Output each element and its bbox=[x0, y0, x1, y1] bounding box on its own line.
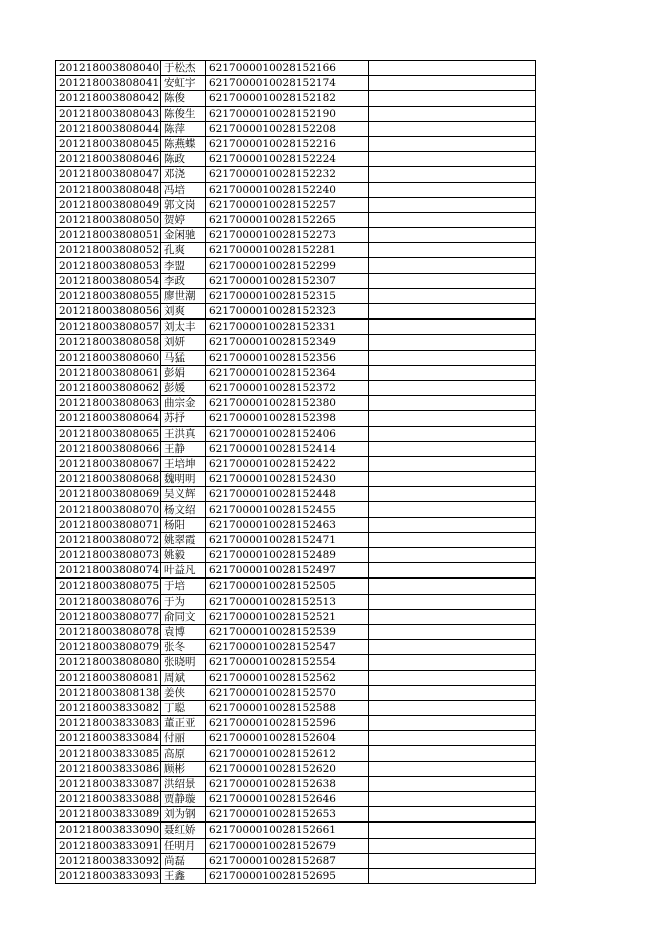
card-number-cell[interactable]: 6217000010028152695 bbox=[206, 868, 369, 883]
name-cell[interactable]: 姚毅 bbox=[161, 548, 206, 563]
name-cell[interactable]: 廖世潮 bbox=[161, 288, 206, 303]
card-number-cell[interactable]: 6217000010028152299 bbox=[206, 258, 369, 273]
table-row bbox=[56, 396, 536, 411]
name-cell[interactable]: 安虹宇 bbox=[161, 76, 206, 91]
name-cell[interactable]: 刘妍 bbox=[161, 335, 206, 350]
id-cell[interactable]: 201218003833084 bbox=[56, 731, 161, 746]
card-number-cell[interactable]: 6217000010028152216 bbox=[206, 136, 369, 151]
name-cell[interactable]: 王静 bbox=[161, 441, 206, 456]
empty-cell[interactable] bbox=[369, 578, 536, 594]
empty-cell[interactable] bbox=[369, 350, 536, 365]
table-row bbox=[56, 517, 536, 532]
table-row bbox=[56, 716, 536, 731]
table-row bbox=[56, 319, 536, 335]
id-cell[interactable]: 201218003808048 bbox=[56, 182, 161, 197]
table-row bbox=[56, 731, 536, 746]
card-number-cell[interactable]: 6217000010028152505 bbox=[206, 578, 369, 594]
table-row bbox=[56, 91, 536, 106]
table-row bbox=[56, 685, 536, 700]
name-cell[interactable]: 刘太丰 bbox=[161, 319, 206, 335]
table-row bbox=[56, 243, 536, 258]
id-cell[interactable]: 201218003833090 bbox=[56, 822, 161, 838]
id-cell[interactable]: 201218003808069 bbox=[56, 487, 161, 502]
card-number-cell[interactable]: 6217000010028152588 bbox=[206, 700, 369, 715]
empty-cell[interactable] bbox=[369, 792, 536, 807]
name-cell[interactable]: 李盟 bbox=[161, 258, 206, 273]
card-number-cell[interactable]: 6217000010028152208 bbox=[206, 121, 369, 136]
id-cell[interactable]: 201218003808068 bbox=[56, 472, 161, 487]
id-cell[interactable]: 201218003833088 bbox=[56, 792, 161, 807]
id-cell[interactable]: 201218003808056 bbox=[56, 304, 161, 320]
empty-cell[interactable] bbox=[369, 243, 536, 258]
name-cell[interactable]: 陈政 bbox=[161, 152, 206, 167]
empty-cell[interactable] bbox=[369, 548, 536, 563]
card-number-cell[interactable]: 6217000010028152257 bbox=[206, 197, 369, 212]
table-row bbox=[56, 136, 536, 151]
table-row bbox=[56, 640, 536, 655]
empty-cell[interactable] bbox=[369, 106, 536, 121]
empty-cell[interactable] bbox=[369, 380, 536, 395]
empty-cell[interactable] bbox=[369, 685, 536, 700]
empty-cell[interactable] bbox=[369, 365, 536, 380]
name-cell[interactable]: 高原 bbox=[161, 746, 206, 761]
table-row bbox=[56, 258, 536, 273]
table-body bbox=[56, 61, 536, 884]
card-number-cell[interactable]: 6217000010028152232 bbox=[206, 167, 369, 182]
card-number-cell[interactable]: 6217000010028152331 bbox=[206, 319, 369, 335]
table-row bbox=[56, 380, 536, 395]
table-row bbox=[56, 746, 536, 761]
card-number-cell[interactable]: 6217000010028152455 bbox=[206, 502, 369, 517]
empty-cell[interactable] bbox=[369, 396, 536, 411]
name-cell[interactable]: 刘为钢 bbox=[161, 807, 206, 823]
card-number-cell[interactable]: 6217000010028152471 bbox=[206, 532, 369, 547]
name-cell[interactable]: 彭娟 bbox=[161, 365, 206, 380]
empty-cell[interactable] bbox=[369, 838, 536, 853]
id-cell[interactable]: 201218003808070 bbox=[56, 502, 161, 517]
card-number-cell[interactable]: 6217000010028152323 bbox=[206, 304, 369, 320]
name-cell[interactable]: 尚磊 bbox=[161, 853, 206, 868]
name-cell[interactable]: 于培 bbox=[161, 578, 206, 594]
table-row bbox=[56, 670, 536, 685]
name-cell[interactable]: 陈俊生 bbox=[161, 106, 206, 121]
name-cell[interactable]: 洪绍景 bbox=[161, 776, 206, 791]
id-cell[interactable]: 201218003808051 bbox=[56, 228, 161, 243]
empty-cell[interactable] bbox=[369, 670, 536, 685]
id-cell[interactable]: 201218003808060 bbox=[56, 350, 161, 365]
empty-cell[interactable] bbox=[369, 182, 536, 197]
empty-cell[interactable] bbox=[369, 167, 536, 182]
empty-cell[interactable] bbox=[369, 731, 536, 746]
id-cell[interactable]: 201218003808052 bbox=[56, 243, 161, 258]
id-cell[interactable]: 201218003808077 bbox=[56, 609, 161, 624]
empty-cell[interactable] bbox=[369, 273, 536, 288]
name-cell[interactable]: 王洪真 bbox=[161, 426, 206, 441]
card-number-cell[interactable]: 6217000010028152679 bbox=[206, 838, 369, 853]
name-cell[interactable]: 马猛 bbox=[161, 350, 206, 365]
empty-cell[interactable] bbox=[369, 640, 536, 655]
empty-cell[interactable] bbox=[369, 609, 536, 624]
table-row bbox=[56, 106, 536, 121]
id-cell[interactable]: 201218003808066 bbox=[56, 441, 161, 456]
card-number-cell[interactable]: 6217000010028152240 bbox=[206, 182, 369, 197]
empty-cell[interactable] bbox=[369, 212, 536, 227]
table-row bbox=[56, 228, 536, 243]
empty-cell[interactable] bbox=[369, 319, 536, 335]
id-cell[interactable]: 201218003808062 bbox=[56, 380, 161, 395]
table-row bbox=[56, 152, 536, 167]
name-cell[interactable]: 杨阳 bbox=[161, 517, 206, 532]
table-row bbox=[56, 624, 536, 639]
name-cell[interactable]: 金闲驰 bbox=[161, 228, 206, 243]
id-cell[interactable]: 201218003808053 bbox=[56, 258, 161, 273]
id-cell[interactable]: 201218003833089 bbox=[56, 807, 161, 823]
table-row bbox=[56, 792, 536, 807]
id-cell[interactable]: 201218003808076 bbox=[56, 594, 161, 609]
empty-cell[interactable] bbox=[369, 853, 536, 868]
card-number-cell[interactable]: 6217000010028152661 bbox=[206, 822, 369, 838]
name-cell[interactable]: 顾彬 bbox=[161, 761, 206, 776]
id-cell[interactable]: 201218003808072 bbox=[56, 532, 161, 547]
table-row bbox=[56, 167, 536, 182]
empty-cell[interactable] bbox=[369, 868, 536, 883]
card-number-cell[interactable]: 6217000010028152414 bbox=[206, 441, 369, 456]
name-cell[interactable]: 于为 bbox=[161, 594, 206, 609]
name-cell[interactable]: 陈俊 bbox=[161, 91, 206, 106]
card-number-cell[interactable]: 6217000010028152166 bbox=[206, 61, 369, 76]
table-row bbox=[56, 472, 536, 487]
empty-cell[interactable] bbox=[369, 91, 536, 106]
empty-cell[interactable] bbox=[369, 288, 536, 303]
card-number-cell[interactable]: 6217000010028152265 bbox=[206, 212, 369, 227]
name-cell[interactable]: 冯培 bbox=[161, 182, 206, 197]
id-cell[interactable]: 201218003808042 bbox=[56, 91, 161, 106]
table-row bbox=[56, 456, 536, 471]
table-row bbox=[56, 365, 536, 380]
spreadsheet bbox=[55, 60, 536, 884]
id-cell[interactable]: 201218003808064 bbox=[56, 411, 161, 426]
id-cell[interactable]: 201218003833092 bbox=[56, 853, 161, 868]
table-row bbox=[56, 700, 536, 715]
card-number-cell[interactable]: 6217000010028152380 bbox=[206, 396, 369, 411]
card-number-cell[interactable]: 6217000010028152174 bbox=[206, 76, 369, 91]
name-cell[interactable]: 刘爽 bbox=[161, 304, 206, 320]
id-cell[interactable]: 201218003808063 bbox=[56, 396, 161, 411]
empty-cell[interactable] bbox=[369, 517, 536, 532]
id-cell[interactable]: 201218003808065 bbox=[56, 426, 161, 441]
empty-cell[interactable] bbox=[369, 472, 536, 487]
table-row bbox=[56, 441, 536, 456]
card-number-cell[interactable]: 6217000010028152398 bbox=[206, 411, 369, 426]
card-number-cell[interactable]: 6217000010028152596 bbox=[206, 716, 369, 731]
id-cell[interactable]: 201218003808049 bbox=[56, 197, 161, 212]
name-cell[interactable]: 叶益凡 bbox=[161, 563, 206, 579]
table-row bbox=[56, 304, 536, 320]
table-row bbox=[56, 335, 536, 350]
card-number-cell[interactable]: 6217000010028152406 bbox=[206, 426, 369, 441]
id-cell[interactable]: 201218003808079 bbox=[56, 640, 161, 655]
id-cell[interactable]: 201218003808055 bbox=[56, 288, 161, 303]
table-row bbox=[56, 426, 536, 441]
table-row bbox=[56, 350, 536, 365]
empty-cell[interactable] bbox=[369, 776, 536, 791]
id-cell[interactable]: 201218003833091 bbox=[56, 838, 161, 853]
name-cell[interactable]: 孔爽 bbox=[161, 243, 206, 258]
card-number-cell[interactable]: 6217000010028152307 bbox=[206, 273, 369, 288]
empty-cell[interactable] bbox=[369, 822, 536, 838]
card-number-cell[interactable]: 6217000010028152646 bbox=[206, 792, 369, 807]
card-number-cell[interactable]: 6217000010028152547 bbox=[206, 640, 369, 655]
id-cell[interactable]: 201218003833086 bbox=[56, 761, 161, 776]
id-cell[interactable]: 201218003808081 bbox=[56, 670, 161, 685]
card-number-cell[interactable]: 6217000010028152349 bbox=[206, 335, 369, 350]
empty-cell[interactable] bbox=[369, 807, 536, 823]
card-number-cell[interactable]: 6217000010028152281 bbox=[206, 243, 369, 258]
card-number-cell[interactable]: 6217000010028152190 bbox=[206, 106, 369, 121]
empty-cell[interactable] bbox=[369, 487, 536, 502]
empty-cell[interactable] bbox=[369, 197, 536, 212]
id-cell[interactable]: 201218003808043 bbox=[56, 106, 161, 121]
name-cell[interactable]: 曲宗金 bbox=[161, 396, 206, 411]
card-number-cell[interactable]: 6217000010028152638 bbox=[206, 776, 369, 791]
name-cell[interactable]: 丁聪 bbox=[161, 700, 206, 715]
table-row bbox=[56, 411, 536, 426]
card-number-cell[interactable]: 6217000010028152562 bbox=[206, 670, 369, 685]
name-cell[interactable]: 付丽 bbox=[161, 731, 206, 746]
id-cell[interactable]: 201218003808044 bbox=[56, 121, 161, 136]
empty-cell[interactable] bbox=[369, 563, 536, 579]
name-cell[interactable]: 袁博 bbox=[161, 624, 206, 639]
empty-cell[interactable] bbox=[369, 594, 536, 609]
id-cell[interactable]: 201218003808075 bbox=[56, 578, 161, 594]
table-row bbox=[56, 822, 536, 838]
table-row bbox=[56, 761, 536, 776]
id-cell[interactable]: 201218003808054 bbox=[56, 273, 161, 288]
id-cell[interactable]: 201218003808041 bbox=[56, 76, 161, 91]
card-number-cell[interactable]: 6217000010028152554 bbox=[206, 655, 369, 670]
name-cell[interactable]: 王鑫 bbox=[161, 868, 206, 883]
empty-cell[interactable] bbox=[369, 746, 536, 761]
id-cell[interactable]: 201218003808040 bbox=[56, 61, 161, 76]
name-cell[interactable]: 苏抒 bbox=[161, 411, 206, 426]
id-cell[interactable]: 201218003808138 bbox=[56, 685, 161, 700]
name-cell[interactable]: 姜侠 bbox=[161, 685, 206, 700]
empty-cell[interactable] bbox=[369, 76, 536, 91]
card-number-cell[interactable]: 6217000010028152570 bbox=[206, 685, 369, 700]
table-row bbox=[56, 532, 536, 547]
name-cell[interactable]: 王培坤 bbox=[161, 456, 206, 471]
table-row bbox=[56, 288, 536, 303]
name-cell[interactable]: 张冬 bbox=[161, 640, 206, 655]
name-cell[interactable]: 贺婷 bbox=[161, 212, 206, 227]
card-number-cell[interactable]: 6217000010028152687 bbox=[206, 853, 369, 868]
empty-cell[interactable] bbox=[369, 456, 536, 471]
data-table bbox=[55, 60, 536, 884]
empty-cell[interactable] bbox=[369, 441, 536, 456]
empty-cell[interactable] bbox=[369, 228, 536, 243]
id-cell[interactable]: 201218003808078 bbox=[56, 624, 161, 639]
empty-cell[interactable] bbox=[369, 136, 536, 151]
id-cell[interactable]: 201218003833093 bbox=[56, 868, 161, 883]
empty-cell[interactable] bbox=[369, 426, 536, 441]
card-number-cell[interactable]: 6217000010028152513 bbox=[206, 594, 369, 609]
card-number-cell[interactable]: 6217000010028152539 bbox=[206, 624, 369, 639]
id-cell[interactable]: 201218003808058 bbox=[56, 335, 161, 350]
id-cell[interactable]: 201218003808046 bbox=[56, 152, 161, 167]
name-cell[interactable]: 陈萍 bbox=[161, 121, 206, 136]
table-row bbox=[56, 487, 536, 502]
table-row bbox=[56, 609, 536, 624]
table-row bbox=[56, 182, 536, 197]
card-number-cell[interactable]: 6217000010028152422 bbox=[206, 456, 369, 471]
table-row bbox=[56, 548, 536, 563]
id-cell[interactable]: 201218003833085 bbox=[56, 746, 161, 761]
card-number-cell[interactable]: 6217000010028152463 bbox=[206, 517, 369, 532]
card-number-cell[interactable]: 6217000010028152372 bbox=[206, 380, 369, 395]
name-cell[interactable]: 周斌 bbox=[161, 670, 206, 685]
empty-cell[interactable] bbox=[369, 502, 536, 517]
table-row bbox=[56, 807, 536, 823]
name-cell[interactable]: 聂红娇 bbox=[161, 822, 206, 838]
empty-cell[interactable] bbox=[369, 761, 536, 776]
card-number-cell[interactable]: 6217000010028152364 bbox=[206, 365, 369, 380]
card-number-cell[interactable]: 6217000010028152224 bbox=[206, 152, 369, 167]
name-cell[interactable]: 贾静璇 bbox=[161, 792, 206, 807]
empty-cell[interactable] bbox=[369, 655, 536, 670]
card-number-cell[interactable]: 6217000010028152620 bbox=[206, 761, 369, 776]
empty-cell[interactable] bbox=[369, 411, 536, 426]
empty-cell[interactable] bbox=[369, 121, 536, 136]
name-cell[interactable]: 魏明明 bbox=[161, 472, 206, 487]
card-number-cell[interactable]: 6217000010028152604 bbox=[206, 731, 369, 746]
card-number-cell[interactable]: 6217000010028152273 bbox=[206, 228, 369, 243]
table-row bbox=[56, 853, 536, 868]
id-cell[interactable]: 201218003808073 bbox=[56, 548, 161, 563]
name-cell[interactable]: 杨文绍 bbox=[161, 502, 206, 517]
table-row bbox=[56, 776, 536, 791]
name-cell[interactable]: 姚翠霞 bbox=[161, 532, 206, 547]
empty-cell[interactable] bbox=[369, 532, 536, 547]
card-number-cell[interactable]: 6217000010028152653 bbox=[206, 807, 369, 823]
empty-cell[interactable] bbox=[369, 304, 536, 320]
card-number-cell[interactable]: 6217000010028152182 bbox=[206, 91, 369, 106]
card-number-cell[interactable]: 6217000010028152489 bbox=[206, 548, 369, 563]
id-cell[interactable]: 201218003808080 bbox=[56, 655, 161, 670]
card-number-cell[interactable]: 6217000010028152612 bbox=[206, 746, 369, 761]
table-row bbox=[56, 868, 536, 883]
table-row bbox=[56, 578, 536, 594]
id-cell[interactable]: 201218003808071 bbox=[56, 517, 161, 532]
table-row bbox=[56, 594, 536, 609]
card-number-cell[interactable]: 6217000010028152430 bbox=[206, 472, 369, 487]
card-number-cell[interactable]: 6217000010028152521 bbox=[206, 609, 369, 624]
id-cell[interactable]: 201218003833083 bbox=[56, 716, 161, 731]
table-row bbox=[56, 212, 536, 227]
name-cell[interactable]: 董正亚 bbox=[161, 716, 206, 731]
table-row bbox=[56, 655, 536, 670]
table-row bbox=[56, 61, 536, 76]
name-cell[interactable]: 张晓明 bbox=[161, 655, 206, 670]
name-cell[interactable]: 于松杰 bbox=[161, 61, 206, 76]
card-number-cell[interactable]: 6217000010028152356 bbox=[206, 350, 369, 365]
table-row bbox=[56, 121, 536, 136]
empty-cell[interactable] bbox=[369, 716, 536, 731]
table-row bbox=[56, 502, 536, 517]
table-row bbox=[56, 273, 536, 288]
empty-cell[interactable] bbox=[369, 335, 536, 350]
table-row bbox=[56, 838, 536, 853]
name-cell[interactable]: 郭文岗 bbox=[161, 197, 206, 212]
card-number-cell[interactable]: 6217000010028152315 bbox=[206, 288, 369, 303]
id-cell[interactable]: 201218003808047 bbox=[56, 167, 161, 182]
id-cell[interactable]: 201218003833087 bbox=[56, 776, 161, 791]
table-row bbox=[56, 76, 536, 91]
id-cell[interactable]: 201218003808050 bbox=[56, 212, 161, 227]
card-number-cell[interactable]: 6217000010028152497 bbox=[206, 563, 369, 579]
empty-cell[interactable] bbox=[369, 700, 536, 715]
table-row bbox=[56, 563, 536, 579]
card-number-cell[interactable]: 6217000010028152448 bbox=[206, 487, 369, 502]
name-cell[interactable]: 任明月 bbox=[161, 838, 206, 853]
empty-cell[interactable] bbox=[369, 61, 536, 76]
name-cell[interactable]: 陈燕蝶 bbox=[161, 136, 206, 151]
name-cell[interactable]: 吴义辉 bbox=[161, 487, 206, 502]
name-cell[interactable]: 邓浇 bbox=[161, 167, 206, 182]
id-cell[interactable]: 201218003833082 bbox=[56, 700, 161, 715]
id-cell[interactable]: 201218003808074 bbox=[56, 563, 161, 579]
id-cell[interactable]: 201218003808067 bbox=[56, 456, 161, 471]
id-cell[interactable]: 201218003808057 bbox=[56, 319, 161, 335]
id-cell[interactable]: 201218003808061 bbox=[56, 365, 161, 380]
empty-cell[interactable] bbox=[369, 258, 536, 273]
id-cell[interactable]: 201218003808045 bbox=[56, 136, 161, 151]
table-row bbox=[56, 197, 536, 212]
empty-cell[interactable] bbox=[369, 624, 536, 639]
name-cell[interactable]: 俞同文 bbox=[161, 609, 206, 624]
name-cell[interactable]: 李政 bbox=[161, 273, 206, 288]
name-cell[interactable]: 彭媛 bbox=[161, 380, 206, 395]
empty-cell[interactable] bbox=[369, 152, 536, 167]
